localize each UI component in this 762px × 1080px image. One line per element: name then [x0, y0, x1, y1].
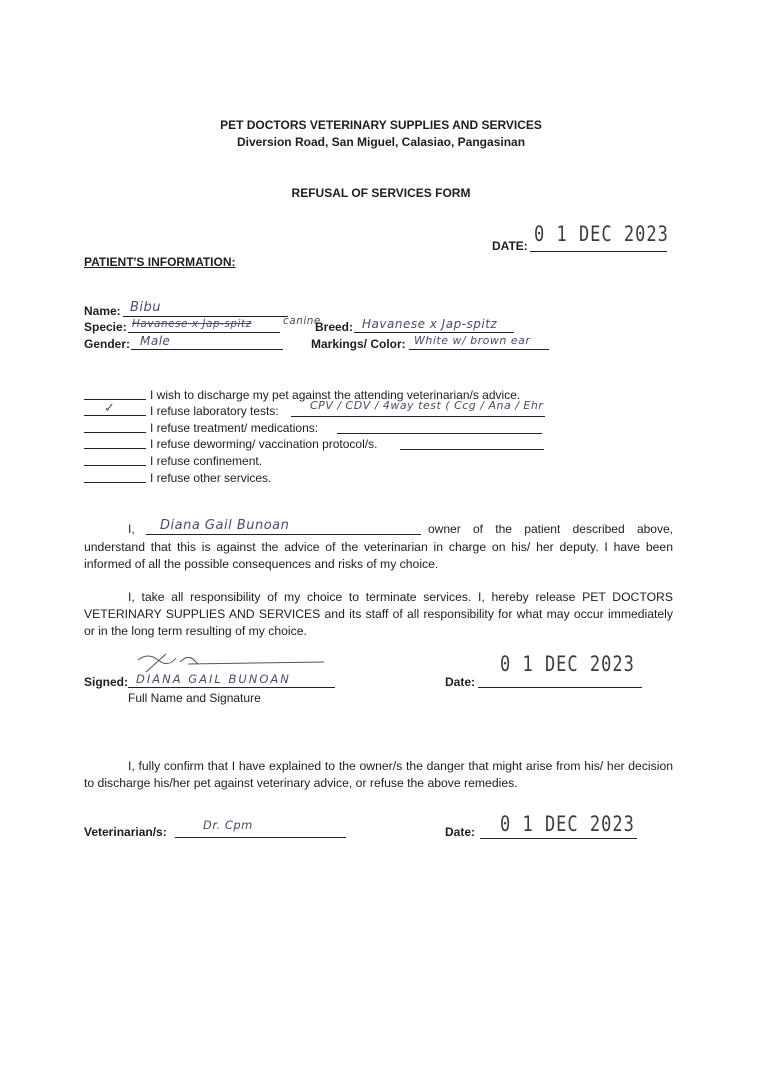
veterinarian-label: Veterinarian/s: — [84, 825, 167, 839]
checklist-item-text: I refuse treatment/ medications: — [150, 421, 319, 435]
date-stamp: 0 1 DEC 2023 — [534, 222, 669, 247]
owner-statement-text: understand that this is against the advice of the veterinarian in charge on his/ her deputy. I have been informed of all the possible consequences and risks of my choice. — [84, 540, 673, 571]
signed-label: Signed: — [84, 675, 128, 689]
checklist-blank[interactable] — [84, 399, 146, 400]
vet-statement — [84, 758, 673, 792]
checklist-item-text: I refuse confinement. — [150, 454, 263, 468]
owner-statement — [84, 539, 673, 573]
signed-name-value: DIANA GAIL BUNOAN — [136, 672, 291, 686]
signed-date-line — [478, 687, 642, 688]
name-value: Bibu — [130, 300, 162, 315]
checklist-blank[interactable] — [84, 482, 146, 483]
veterinarian-value: Dr. Cpm — [203, 818, 253, 832]
markings-line — [409, 349, 549, 350]
owner-statement-prefix: I, — [128, 522, 135, 536]
date-label: DATE: — [492, 239, 528, 253]
signed-line — [128, 687, 335, 688]
form-title: REFUSAL OF SERVICES FORM — [291, 186, 471, 200]
vet-statement-text: I, fully confirm that I have explained to the owner/s the danger that might arise from his/ her decision to discharge his/her pet against veterinary advice, or refuse the above remedies. — [84, 759, 673, 790]
responsibility-statement — [84, 589, 673, 640]
responsibility-text: I, take all responsibility of my choice to terminate services. I, hereby release PET DOCTORS VETERINARY SUPPLIES AND SERVICES and its staff of all responsibility for what may occur immediately or in the long term resulting of my choice. — [84, 590, 673, 638]
signed-date-stamp: 0 1 DEC 2023 — [500, 652, 635, 677]
owner-name-line — [146, 534, 421, 535]
company-name: PET DOCTORS VETERINARY SUPPLIES AND SERVICES — [220, 118, 542, 132]
date-line — [530, 251, 667, 252]
company-address: Diversion Road, San Miguel, Calasiao, Pangasinan — [236, 135, 526, 149]
checklist-blank[interactable] — [84, 432, 146, 433]
veterinarian-line — [175, 837, 346, 838]
vet-date-line — [480, 838, 637, 839]
checklist-item-text: I wish to discharge my pet against the attending veterinarian/s advice. — [150, 388, 521, 402]
specie-line — [128, 332, 280, 333]
owner-name-value: Diana Gail Bunoan — [160, 518, 290, 533]
checklist-blank[interactable] — [84, 465, 146, 466]
deworming-line — [400, 449, 544, 450]
owner-statement-line1: owner of the patient described above, — [428, 522, 673, 536]
breed-label: Breed: — [315, 320, 354, 334]
checklist-item-text: I refuse deworming/ vaccination protocol/s. — [150, 437, 378, 451]
name-line — [123, 316, 288, 317]
gender-line — [131, 349, 283, 350]
checklist-blank[interactable] — [84, 448, 146, 449]
signature-caption: Full Name and Signature — [128, 691, 261, 705]
vet-date-label: Date: — [445, 825, 476, 839]
specie-struck-value: Havanese x Jap-spitz — [132, 318, 252, 330]
markings-label: Markings/ Color: — [311, 337, 406, 351]
lab-tests-value: CPV / CDV / 4way test ( Ccg / Ana / Ehr — [310, 399, 544, 412]
gender-value: Male — [140, 334, 171, 348]
vet-date-stamp: 0 1 DEC 2023 — [500, 812, 635, 837]
specie-label: Specie: — [84, 320, 127, 334]
breed-value: Havanese x Jap-spitz — [362, 317, 498, 331]
checklist-item-text: I refuse laboratory tests: — [150, 404, 279, 418]
patient-info-heading: PATIENT'S INFORMATION: — [84, 255, 236, 269]
checklist-item-text: I refuse other services. — [150, 471, 272, 485]
lab-tests-line — [291, 416, 545, 417]
breed-line — [354, 332, 514, 333]
markings-value: White w/ brown ear — [414, 334, 531, 347]
signed-date-label: Date: — [445, 675, 476, 689]
treatment-line — [337, 433, 542, 434]
specie-value: canine — [283, 315, 321, 327]
checkmark: ✓ — [104, 401, 116, 416]
gender-label: Gender: — [84, 337, 131, 351]
name-label: Name: — [84, 304, 121, 318]
